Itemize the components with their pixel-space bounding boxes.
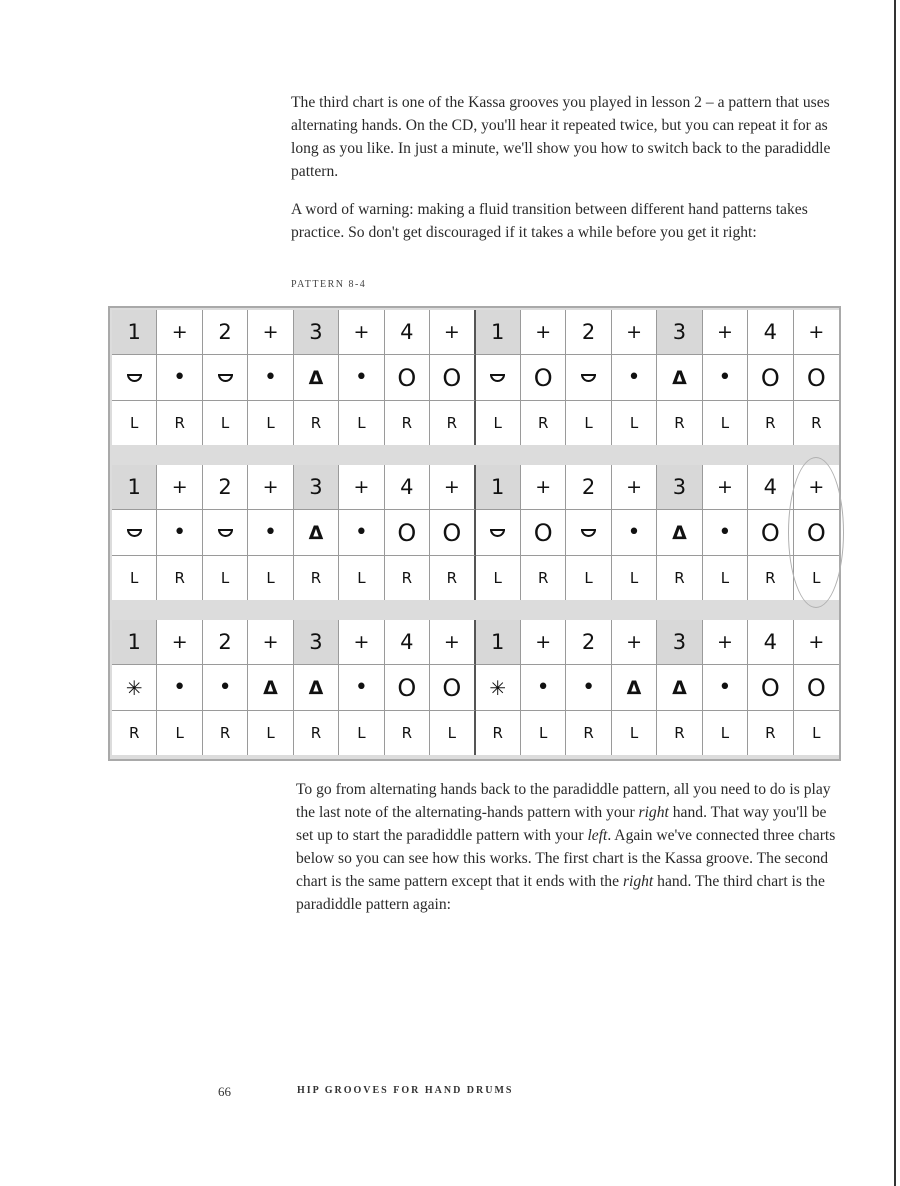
count-cell: + — [430, 465, 475, 510]
hand-cell: L — [566, 401, 611, 445]
hand-cell: R — [566, 711, 611, 755]
hand-cell: L — [203, 401, 248, 445]
count-cell: 2 — [566, 620, 611, 665]
hand-cell: L — [112, 401, 157, 445]
tone-triangle-icon: Δ — [294, 510, 339, 556]
open-icon: O — [521, 355, 566, 401]
hand-cell: L — [157, 711, 202, 755]
rhythm-charts — [108, 306, 841, 761]
page-number: 66 — [218, 1084, 231, 1099]
count-cell: + — [612, 465, 657, 510]
open-icon: O — [385, 665, 430, 711]
hand-cell: R — [476, 711, 521, 755]
count-cell: + — [157, 310, 202, 355]
count-cell: + — [794, 465, 839, 510]
hand-cell: L — [203, 556, 248, 600]
tone-triangle-icon: Δ — [657, 355, 702, 401]
hand-cell: R — [521, 401, 566, 445]
hand-cell: L — [339, 711, 384, 755]
slap-icon: • — [339, 665, 384, 711]
hand-cell: L — [339, 556, 384, 600]
p3-text-2: hand. That way you'll be set up to start the paradiddle pattern with your — [296, 804, 827, 844]
hand-cell: R — [385, 401, 430, 445]
hand-cell: L — [248, 401, 293, 445]
count-cell: 3 — [657, 465, 702, 510]
paragraph-warning: A word of warning: making a fluid transition between different hand patterns takes practice. So don't get discouraged if it takes a while before you get it right: — [291, 201, 808, 241]
slap-icon: • — [612, 510, 657, 556]
count-cell: + — [339, 310, 384, 355]
hand-cell: R — [294, 401, 339, 445]
hand-cell: R — [203, 711, 248, 755]
bass-icon — [203, 355, 248, 401]
hand-cell: L — [612, 401, 657, 445]
count-cell: 4 — [385, 465, 430, 510]
p3-text-3: . Again we've connected three charts below so you can see how this works. The first chart is the Kassa groove. The second chart is the same pattern except that it ends with the — [296, 827, 836, 890]
tone-triangle-icon: Δ — [657, 665, 702, 711]
count-cell: 3 — [294, 310, 339, 355]
count-cell: 3 — [657, 310, 702, 355]
count-cell: + — [521, 620, 566, 665]
hand-cell: L — [430, 711, 475, 755]
hand-cell: R — [385, 556, 430, 600]
count-cell: + — [430, 310, 475, 355]
count-cell: + — [430, 620, 475, 665]
hand-cell: L — [521, 711, 566, 755]
hand-cell: R — [112, 711, 157, 755]
count-cell: + — [794, 620, 839, 665]
hand-cell: L — [566, 556, 611, 600]
slap-icon: • — [339, 510, 384, 556]
rhythm-chart-2 — [112, 465, 839, 600]
p3-emphasis-right-2: right — [622, 873, 654, 890]
count-cell: 3 — [657, 620, 702, 665]
count-cell: + — [703, 310, 748, 355]
slap-icon: • — [612, 355, 657, 401]
open-icon: O — [794, 355, 839, 401]
tone-triangle-icon: Δ — [612, 665, 657, 711]
open-icon: O — [385, 355, 430, 401]
count-cell: + — [157, 620, 202, 665]
p3-text-4: hand. The third chart is the paradiddle pattern again: — [296, 873, 825, 913]
count-cell: 4 — [385, 620, 430, 665]
bass-icon — [112, 355, 157, 401]
hand-cell: R — [294, 556, 339, 600]
count-cell: 2 — [203, 465, 248, 510]
hand-cell: L — [339, 401, 384, 445]
star-icon: ✳ — [112, 665, 157, 711]
count-cell: 4 — [748, 310, 793, 355]
open-icon: O — [748, 665, 793, 711]
count-cell: + — [521, 310, 566, 355]
open-icon: O — [521, 510, 566, 556]
hand-cell: L — [476, 401, 521, 445]
count-cell: + — [248, 465, 293, 510]
open-icon: O — [748, 355, 793, 401]
count-cell: 1 — [476, 465, 521, 510]
count-cell: + — [248, 620, 293, 665]
count-cell: 4 — [748, 465, 793, 510]
count-cell: 4 — [385, 310, 430, 355]
slap-icon: • — [248, 510, 293, 556]
slap-icon: • — [703, 665, 748, 711]
p3-emphasis-left: left — [587, 827, 608, 844]
count-cell: 1 — [112, 465, 157, 510]
hand-cell: L — [476, 556, 521, 600]
open-icon: O — [794, 510, 839, 556]
count-cell: 2 — [203, 620, 248, 665]
hand-cell: R — [157, 401, 202, 445]
hand-cell: L — [248, 711, 293, 755]
hand-cell: L — [612, 711, 657, 755]
slap-icon: • — [157, 510, 202, 556]
pattern-label: PATTERN 8-4 — [291, 279, 367, 290]
p3-emphasis-right: right — [638, 804, 669, 821]
rhythm-chart-3 — [112, 620, 839, 755]
open-icon: O — [430, 665, 475, 711]
hand-cell: R — [157, 556, 202, 600]
count-cell: 2 — [203, 310, 248, 355]
hand-cell: R — [385, 711, 430, 755]
open-icon: O — [748, 510, 793, 556]
hand-cell: L — [703, 556, 748, 600]
open-icon: O — [794, 665, 839, 711]
count-cell: 4 — [748, 620, 793, 665]
count-cell: 2 — [566, 310, 611, 355]
slap-icon: • — [703, 355, 748, 401]
paragraph-intro: The third chart is one of the Kassa grooves you played in lesson 2 – a pattern that uses alternating hands. On the CD, you'll hear it repeated twice, but you can repeat it for as long as you like. In just a minute, we'll show you how to switch back to the paradiddle pattern. — [291, 94, 831, 180]
tone-triangle-icon: Δ — [248, 665, 293, 711]
slap-icon: • — [521, 665, 566, 711]
hand-cell: L — [812, 724, 821, 742]
hand-cell: R — [657, 401, 702, 445]
hand-cell: R — [748, 401, 793, 445]
count-cell: 1 — [476, 620, 521, 665]
slap-icon: • — [703, 510, 748, 556]
bass-icon — [476, 355, 521, 401]
hand-cell: R — [811, 414, 822, 432]
paragraph-transition — [296, 778, 841, 916]
tone-triangle-icon: Δ — [294, 665, 339, 711]
hand-cell: L — [703, 711, 748, 755]
count-cell: + — [248, 310, 293, 355]
count-cell: 3 — [294, 620, 339, 665]
slap-icon: • — [157, 665, 202, 711]
count-cell: + — [612, 310, 657, 355]
hand-cell: R — [748, 556, 793, 600]
hand-cell: R — [521, 556, 566, 600]
count-cell: 1 — [112, 620, 157, 665]
slap-icon: • — [339, 355, 384, 401]
hand-cell: R — [430, 556, 475, 600]
count-cell: + — [703, 620, 748, 665]
bass-icon — [203, 510, 248, 556]
tone-triangle-icon: Δ — [657, 510, 702, 556]
count-cell: + — [521, 465, 566, 510]
count-cell: + — [339, 465, 384, 510]
rhythm-chart-1 — [112, 310, 839, 445]
count-cell: + — [612, 620, 657, 665]
star-icon: ✳ — [476, 665, 521, 711]
hand-cell: R — [430, 401, 475, 445]
open-icon: O — [430, 510, 475, 556]
hand-cell: L — [112, 556, 157, 600]
p3-text-1: To go from alternating hands back to the paradiddle pattern, all you need to do is play the last note of the alternating-hands pattern with your — [296, 781, 831, 821]
count-cell: + — [339, 620, 384, 665]
count-cell: + — [157, 465, 202, 510]
count-cell: 2 — [566, 465, 611, 510]
bass-icon — [566, 355, 611, 401]
hand-cell: R — [657, 711, 702, 755]
hand-cell: R — [748, 711, 793, 755]
slap-icon: • — [248, 355, 293, 401]
hand-cell: L — [703, 401, 748, 445]
hand-cell: R — [294, 711, 339, 755]
hand-cell: L — [812, 569, 821, 587]
bass-icon — [566, 510, 611, 556]
hand-cell: R — [657, 556, 702, 600]
count-cell: 1 — [476, 310, 521, 355]
hand-cell: L — [612, 556, 657, 600]
open-icon: O — [385, 510, 430, 556]
slap-icon: • — [566, 665, 611, 711]
slap-icon: • — [203, 665, 248, 711]
bass-icon — [112, 510, 157, 556]
tone-triangle-icon: Δ — [294, 355, 339, 401]
running-footer-title: HIP GROOVES FOR HAND DRUMS — [297, 1085, 514, 1096]
count-cell: 3 — [294, 465, 339, 510]
count-cell: 1 — [112, 310, 157, 355]
hand-cell: L — [248, 556, 293, 600]
count-cell: + — [703, 465, 748, 510]
open-icon: O — [430, 355, 475, 401]
bass-icon — [476, 510, 521, 556]
count-cell: + — [794, 310, 839, 355]
page-edge — [894, 0, 896, 1186]
slap-icon: • — [157, 355, 202, 401]
